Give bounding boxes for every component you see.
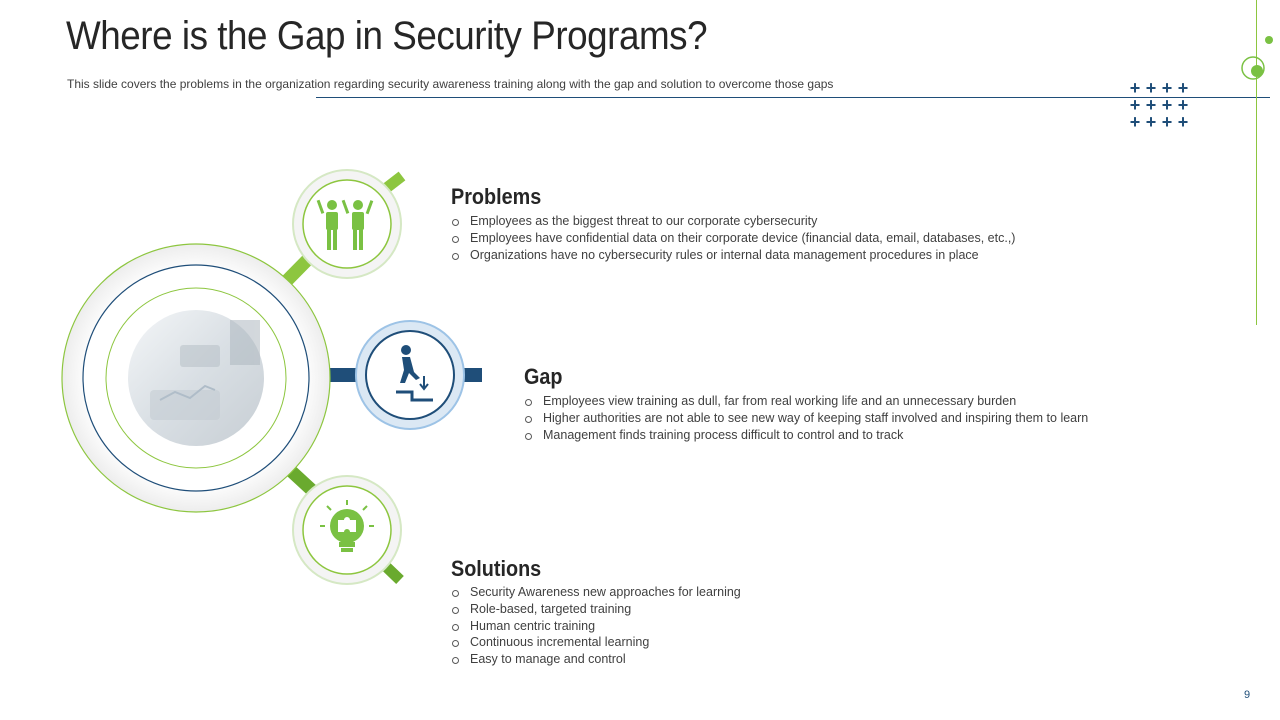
gap-list [524,393,1088,443]
problems-inner-circle [303,180,391,268]
page-number: 9 [1244,689,1251,701]
page-subtitle: This slide covers the problems in the organization regarding security awareness training along with the gap and solution to overcome those gaps [67,77,834,91]
list-item: Human centric training [451,618,741,635]
list-item: Role-based, targeted training [451,601,741,618]
list-item: Employees have confidential data on their corporate device (financial data, email, databases, etc.,) [451,230,1015,247]
solutions-list [451,584,741,668]
list-item: Easy to manage and control [451,651,741,668]
gap-title: Gap [524,364,563,389]
page-title: Where is the Gap in Security Programs? [66,14,708,58]
list-item: Organizations have no cybersecurity rules or internal data management procedures in place [451,247,1015,264]
solutions-title: Solutions [451,556,542,581]
decorative-plus-grid: + + + + + + + + + + + + [1129,78,1189,132]
list-item: Higher authorities are not able to see new way of keeping staff involved and inspiring them to learn [524,410,1088,427]
gap-inner-circle [366,331,454,419]
list-item: Employees view training as dull, far from real working life and an unnecessary burden [524,393,1088,410]
problems-title: Problems [451,184,542,209]
list-item: Continuous incremental learning [451,634,741,651]
list-item: Management finds training process difficult to control and to track [524,427,1088,444]
problems-list [451,213,1015,263]
list-item: Security Awareness new approaches for learning [451,584,741,601]
list-item: Employees as the biggest threat to our corporate cybersecurity [451,213,1015,230]
